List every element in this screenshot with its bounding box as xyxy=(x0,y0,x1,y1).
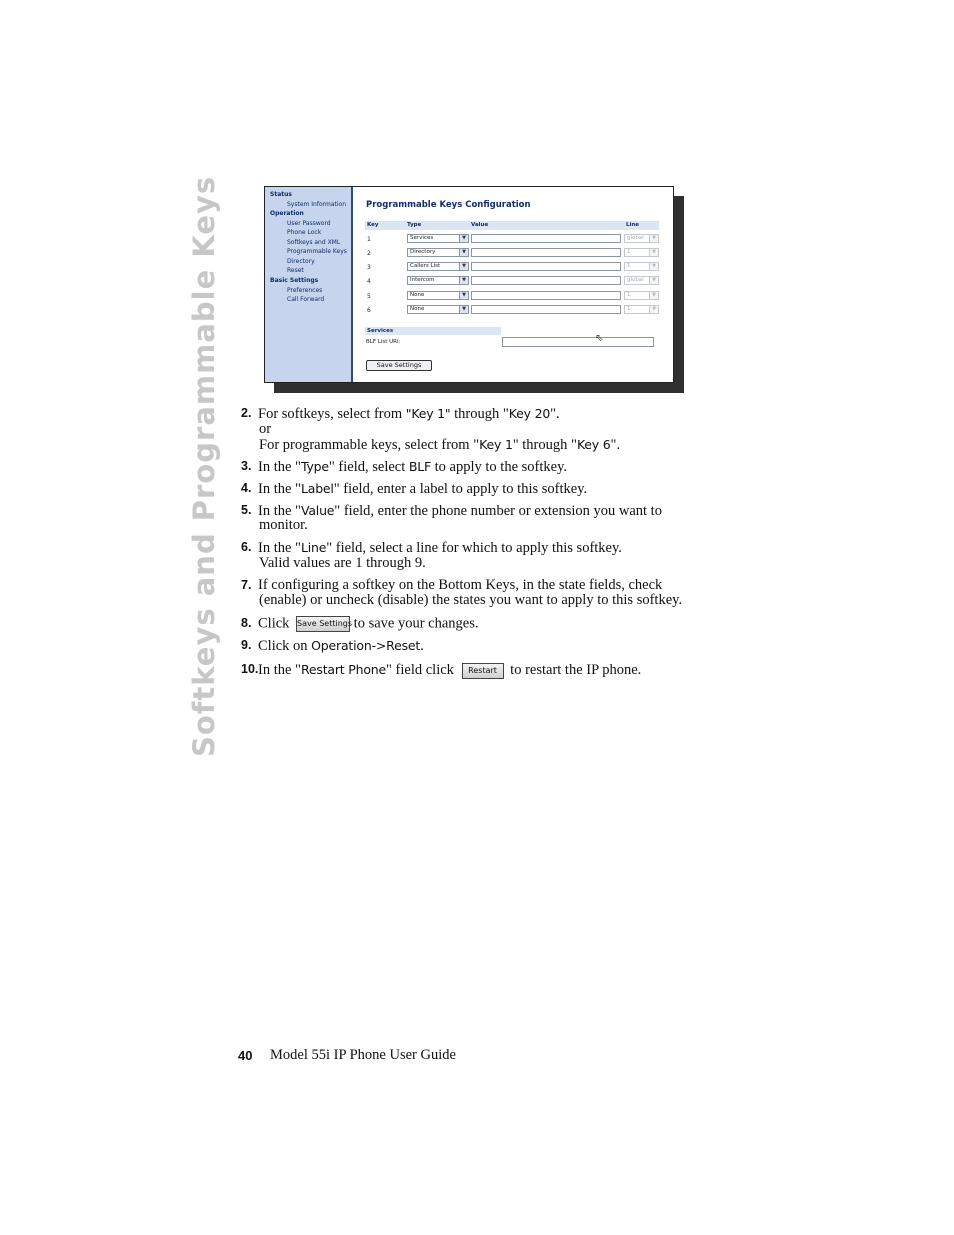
key-number: 4 xyxy=(367,278,371,285)
footer-title: Model 55i IP Phone User Guide xyxy=(270,1047,456,1063)
type-value: None xyxy=(410,306,425,312)
table-header xyxy=(365,221,659,230)
step-2-or: or xyxy=(259,421,272,437)
header-line: Line xyxy=(626,222,640,228)
step-2-line-2 xyxy=(259,437,620,453)
step-number: 8. xyxy=(241,616,252,630)
step-text: Click on xyxy=(258,638,312,654)
nav-item-reset[interactable]: Reset xyxy=(287,267,304,274)
nav-item-preferences[interactable]: Preferences xyxy=(287,287,323,294)
step-9 xyxy=(258,638,424,654)
chevron-down-icon: ▼ xyxy=(649,263,658,270)
header-key: Key xyxy=(367,222,379,228)
line-select[interactable] xyxy=(624,305,659,314)
step-text: " field, enter the phone number or extension you want to xyxy=(334,503,662,519)
step-5-line-1 xyxy=(258,503,662,519)
line-value: 1 xyxy=(627,306,631,312)
step-text: to apply to the softkey. xyxy=(431,459,568,475)
step-7-line-1: If configuring a softkey on the Bottom Keys, in the state fields, check xyxy=(258,577,663,593)
config-title: Programmable Keys Configuration xyxy=(366,200,531,210)
table-row xyxy=(365,276,659,287)
blf-term: BLF xyxy=(408,459,432,474)
config-screenshot xyxy=(264,186,674,383)
line-value: global xyxy=(627,235,644,241)
blf-list-uri-label: BLF List URI: xyxy=(366,339,401,345)
step-text: " field, enter a label to apply to this softkey. xyxy=(333,481,588,497)
type-value: None xyxy=(410,292,425,298)
step-text: In the " xyxy=(258,662,301,678)
step-3 xyxy=(258,459,567,475)
step-text: In the " xyxy=(258,459,301,475)
save-settings-button-inline[interactable]: Save Settings xyxy=(296,616,350,632)
chevron-down-icon: ▼ xyxy=(459,306,468,313)
restart-phone-term: Restart Phone xyxy=(300,662,386,677)
step-text: to restart the IP phone. xyxy=(506,662,642,678)
key-6-term: Key 6 xyxy=(576,437,611,452)
nav-item-system-information[interactable]: System Information xyxy=(287,201,347,208)
step-6-line-2: Valid values are 1 through 9. xyxy=(259,555,426,571)
step-6-line-1 xyxy=(258,540,622,556)
step-5-line-2: monitor. xyxy=(259,517,308,533)
operation-reset-term: Operation->Reset xyxy=(311,638,421,653)
nav-item-call-forward[interactable]: Call Forward xyxy=(287,296,325,303)
nav-heading-operation: Operation xyxy=(270,210,304,217)
restart-button-inline[interactable]: Restart xyxy=(462,663,504,679)
value-input[interactable] xyxy=(471,262,621,271)
line-select[interactable] xyxy=(624,248,659,257)
step-4 xyxy=(258,481,587,497)
header-value: Value xyxy=(471,222,489,228)
step-text: ". xyxy=(550,406,560,422)
header-type: Type xyxy=(407,222,422,228)
chevron-down-icon: ▼ xyxy=(649,249,658,256)
value-input[interactable] xyxy=(471,234,621,243)
key-1-term: "Key 1" xyxy=(405,406,451,421)
nav-heading-status: Status xyxy=(270,191,292,198)
side-section-title: Softkeys and Programmable Keys xyxy=(187,175,221,757)
type-value: Callers List xyxy=(410,263,441,269)
step-text: " through " xyxy=(512,437,577,453)
chevron-down-icon: ▼ xyxy=(459,292,468,299)
table-row xyxy=(365,234,659,245)
step-text: For programmable keys, select from " xyxy=(259,437,480,453)
save-settings-button[interactable]: Save Settings xyxy=(366,360,432,371)
type-select[interactable] xyxy=(407,248,469,257)
line-value: global xyxy=(627,277,644,283)
step-number: 3. xyxy=(241,459,252,473)
type-term: Type xyxy=(300,459,329,474)
step-number: 5. xyxy=(241,503,252,517)
step-text: In the " xyxy=(258,503,301,519)
step-text: " field click xyxy=(386,662,458,678)
line-select[interactable] xyxy=(624,234,659,243)
nav-heading-basic-settings: Basic Settings xyxy=(270,277,319,284)
services-header: Services xyxy=(365,327,501,335)
nav-item-user-password[interactable]: User Password xyxy=(287,220,331,227)
table-row xyxy=(365,262,659,273)
step-text: ". xyxy=(610,437,621,453)
chevron-down-icon: ▼ xyxy=(649,292,658,299)
line-value: 1 xyxy=(627,292,631,298)
type-value: Intercom xyxy=(410,277,435,283)
chevron-down-icon: ▼ xyxy=(459,235,468,242)
step-text: to save your changes. xyxy=(350,615,479,632)
type-value: Directory xyxy=(410,249,436,255)
table-row xyxy=(365,305,659,316)
step-number: 10. xyxy=(241,662,259,676)
step-2-line-1 xyxy=(258,406,560,422)
step-text: In the " xyxy=(258,540,301,556)
step-text: . xyxy=(420,638,424,654)
key-number: 6 xyxy=(367,307,371,314)
value-input[interactable] xyxy=(471,276,621,285)
type-select[interactable] xyxy=(407,291,469,300)
chevron-down-icon: ▼ xyxy=(459,249,468,256)
chevron-down-icon: ▼ xyxy=(459,277,468,284)
key-number: 3 xyxy=(367,264,371,271)
line-select[interactable] xyxy=(624,276,659,285)
step-7-line-2: (enable) or uncheck (disable) the states you want to apply to this softkey. xyxy=(259,592,683,608)
label-term: Label xyxy=(300,481,334,496)
chevron-down-icon: ▼ xyxy=(459,263,468,270)
type-select[interactable] xyxy=(407,305,469,314)
step-text: For softkeys, select from xyxy=(258,406,406,422)
type-select[interactable] xyxy=(407,262,469,271)
step-text: In the " xyxy=(258,481,301,497)
nav-item-directory[interactable]: Directory xyxy=(287,258,315,265)
nav-item-programmable-keys[interactable]: Programmable Keys xyxy=(287,248,347,255)
table-row xyxy=(365,291,659,302)
type-select[interactable] xyxy=(407,234,469,243)
step-text: " field, select xyxy=(328,459,409,475)
value-input[interactable] xyxy=(471,291,621,300)
line-value: 1 xyxy=(627,263,631,269)
key-1-term: Key 1 xyxy=(479,437,513,452)
mouse-cursor-icon: ⇖ xyxy=(595,333,604,344)
blf-list-uri-input[interactable] xyxy=(502,337,654,347)
step-text: through " xyxy=(450,406,509,422)
value-input[interactable] xyxy=(471,248,621,257)
step-text: " field, select a line for which to apply this softkey. xyxy=(326,540,622,556)
step-number: 2. xyxy=(241,406,252,420)
line-select[interactable] xyxy=(624,262,659,271)
step-8 xyxy=(258,616,479,632)
chevron-down-icon: ▼ xyxy=(649,277,658,284)
step-text: Click xyxy=(258,615,294,632)
line-term: Line xyxy=(300,540,327,555)
step-number: 6. xyxy=(241,540,252,554)
type-select[interactable] xyxy=(407,276,469,285)
step-number: 7. xyxy=(241,578,252,592)
line-select[interactable] xyxy=(624,291,659,300)
step-number: 9. xyxy=(241,638,252,652)
type-value: Services xyxy=(410,235,434,241)
table-row xyxy=(365,248,659,259)
value-input[interactable] xyxy=(471,305,621,314)
key-number: 2 xyxy=(367,250,371,257)
key-20-term: Key 20 xyxy=(508,406,551,421)
key-number: 5 xyxy=(367,293,371,300)
line-value: 1 xyxy=(627,249,631,255)
nav-item-softkeys-xml[interactable]: Softkeys and XML xyxy=(287,239,341,246)
step-10 xyxy=(258,662,641,679)
key-number: 1 xyxy=(367,236,371,243)
step-number: 4. xyxy=(241,481,252,495)
value-term: Value xyxy=(300,503,335,518)
nav-item-phone-lock[interactable]: Phone Lock xyxy=(287,229,322,236)
nav-sidebar xyxy=(265,187,353,382)
chevron-down-icon: ▼ xyxy=(649,235,658,242)
page-number: 40 xyxy=(238,1048,253,1063)
chevron-down-icon: ▼ xyxy=(649,306,658,313)
